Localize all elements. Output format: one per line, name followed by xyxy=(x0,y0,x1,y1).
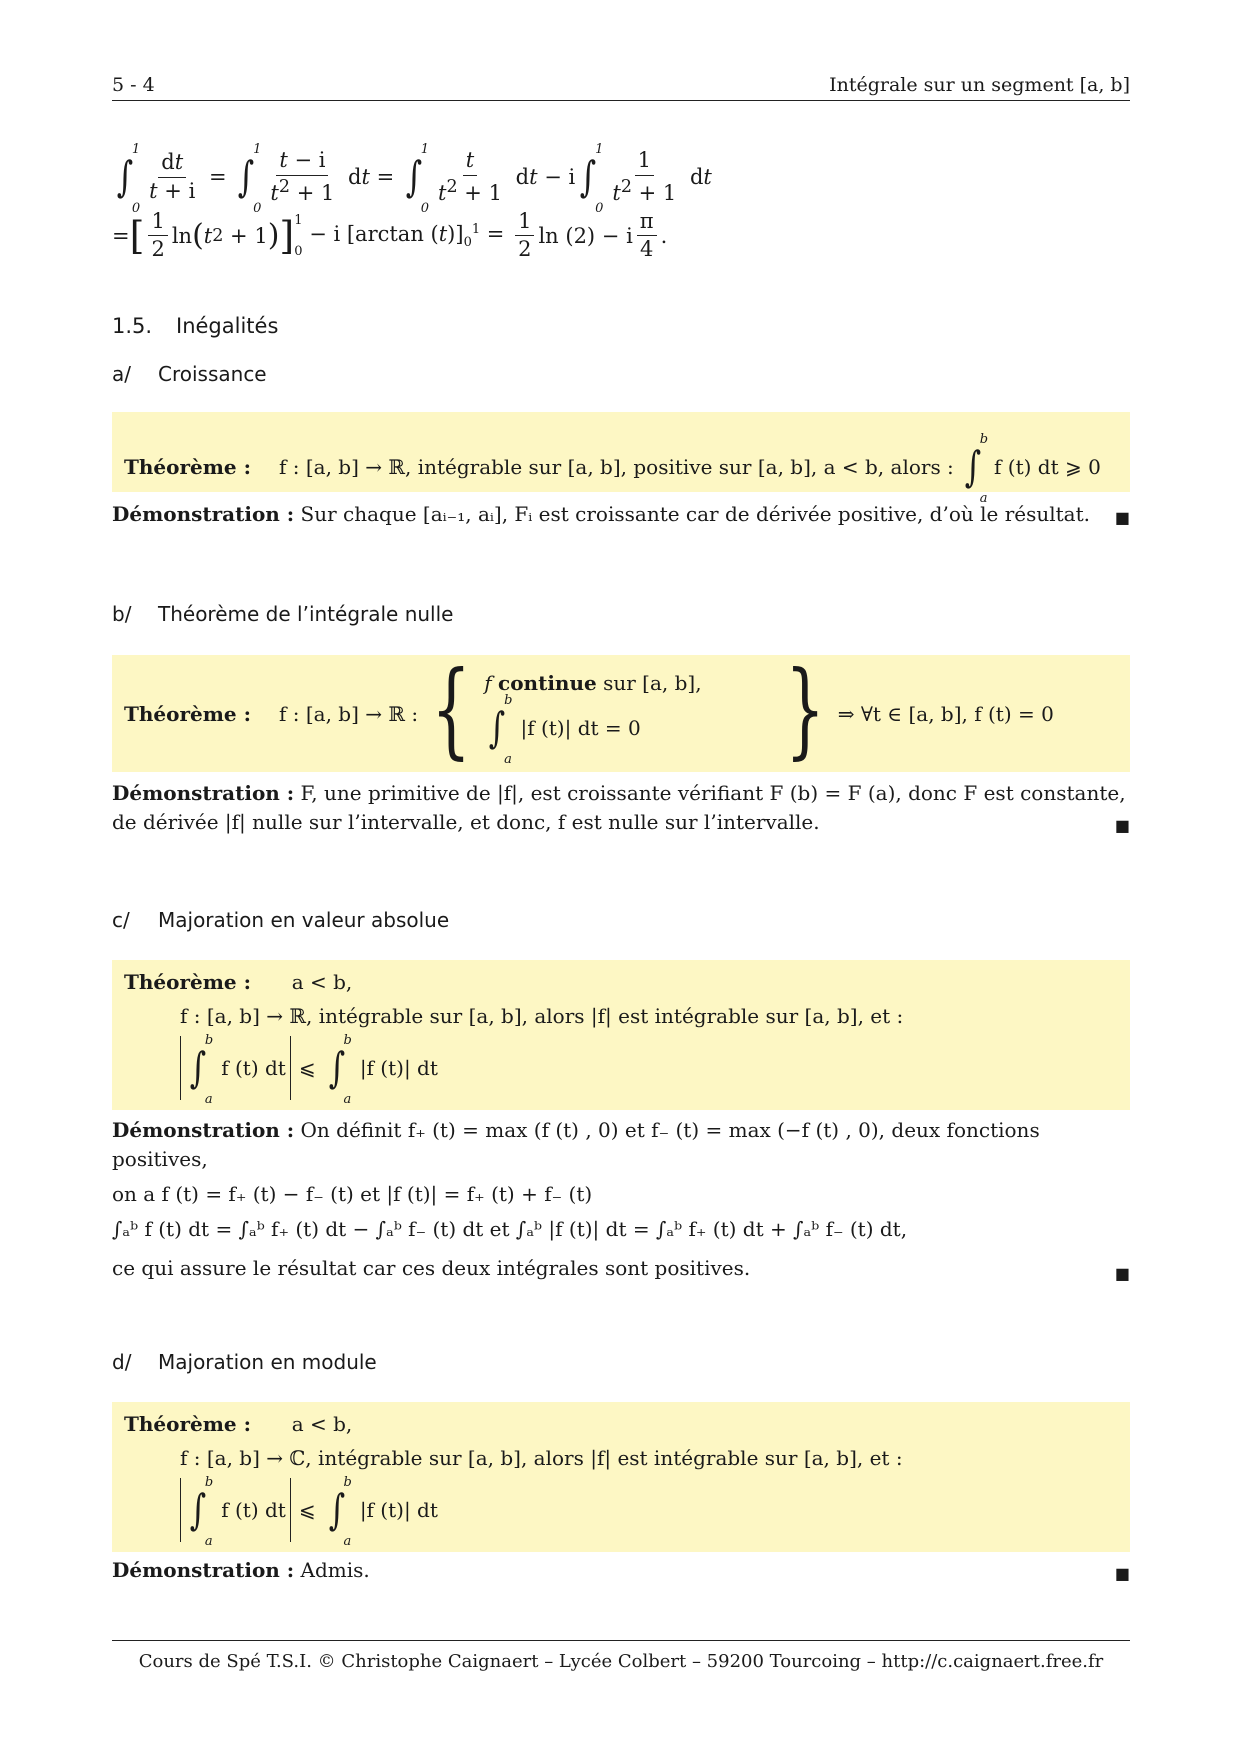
subsection-heading-c xyxy=(112,908,449,932)
theorem-a-statement: f : [a, b] → ℝ, intégrable sur [a, b], positive sur [a, b], a < b, alors : xyxy=(278,455,954,479)
theorem-label: Théorème : xyxy=(124,1412,251,1436)
demonstration-b-text: F, une primitive de |f|, est croissante vérifiant F (b) = F (a), donc F est constante, de dérivée |f| nulle sur l’intervalle, et donc, f est nulle sur l’intervalle. xyxy=(112,781,1126,834)
theorem-c-relation: ⩽ xyxy=(298,1056,316,1080)
subsection-title: Majoration en module xyxy=(158,1350,377,1374)
demonstration-label: Démonstration : xyxy=(112,1118,295,1142)
theorem-d-line1: a < b, xyxy=(291,1412,353,1436)
section-number: 1.5. xyxy=(112,314,153,338)
qed-square: ■ xyxy=(1114,1564,1130,1583)
theorem-box-d: Théorème : a < b, f : [a, b] → ℂ, intégrable sur [a, b], alors |f| est intégrable sur [a, b], et : ∫ b a f (t) dt ⩽ ∫ b a |f (t)| dt xyxy=(112,1402,1130,1552)
subsection-heading-d xyxy=(112,1350,377,1374)
theorem-b-conclusion: ⇒ ∀t ∈ [a, b], f (t) = 0 xyxy=(837,701,1054,726)
subsection-title: Croissance xyxy=(158,362,267,386)
demonstration-label: Démonstration : xyxy=(112,781,295,805)
subsection-number: b/ xyxy=(112,602,132,626)
theorem-c-line1: a < b, xyxy=(291,970,353,994)
subsection-number: a/ xyxy=(112,362,131,386)
demonstration-a xyxy=(112,500,1130,529)
demonstration-c-line3: ∫ₐᵇ f (t) dt = ∫ₐᵇ f₊ (t) dt − ∫ₐᵇ f₋ (t) dt et ∫ₐᵇ |f (t)| dt = ∫ₐᵇ f₊ (t) dt + ∫ₐᵇ f₋ (t) dt, xyxy=(112,1217,908,1241)
theorem-b-continue: continue xyxy=(498,670,597,695)
theorem-b-f: f xyxy=(484,670,492,695)
theorem-label: Théorème : xyxy=(124,970,251,994)
subsection-number: d/ xyxy=(112,1350,132,1374)
theorem-b-cond2: |f (t)| dt = 0 xyxy=(520,715,641,740)
subsection-heading-a xyxy=(112,362,267,386)
demonstration-d-text: Admis. xyxy=(300,1558,370,1582)
theorem-label: Théorème : xyxy=(124,455,251,479)
page-header xyxy=(112,72,1130,101)
section-title: Inégalités xyxy=(176,314,279,338)
demonstration-b xyxy=(112,779,1130,837)
demonstration-c-line4: ce qui assure le résultat car ces deux intégrales sont positives. xyxy=(112,1256,751,1280)
subsection-number: c/ xyxy=(112,908,130,932)
demonstration-label: Démonstration : xyxy=(112,1558,295,1582)
demonstration-a-text: Sur chaque [aᵢ₋₁, aᵢ], Fᵢ est croissante car de dérivée positive, d’où le résultat. xyxy=(300,502,1091,526)
page-footer: Cours de Spé T.S.I. © Christophe Caignaert – Lycée Colbert – 59200 Tourcoing – http://c.caignaert.free.fr xyxy=(112,1640,1130,1672)
section-heading xyxy=(112,314,278,338)
subsection-heading-b xyxy=(112,602,453,626)
theorem-box-b: Théorème : f : [a, b] → ℝ : { f continue sur [a, b], ∫ b a |f (t)| dt = 0 } ⇒ ∀t ∈ [a, b], f (t) = 0 xyxy=(112,655,1130,772)
theorem-d-line2: f : [a, b] → ℂ, intégrable sur [a, b], alors |f| est intégrable sur [a, b], et : xyxy=(180,1446,903,1470)
qed-square: ■ xyxy=(1114,1264,1130,1283)
theorem-d-relation: ⩽ xyxy=(298,1498,316,1522)
demonstration-d xyxy=(112,1556,1130,1585)
theorem-box-a: Théorème : f : [a, b] → ℝ, intégrable sur [a, b], positive sur [a, b], a < b, alors : ∫ b a f (t) dt ⩾ 0 xyxy=(112,412,1130,492)
demonstration-label: Démonstration : xyxy=(112,502,295,526)
subsection-title: Majoration en valeur absolue xyxy=(158,908,450,932)
theorem-c-line2: f : [a, b] → ℝ, intégrable sur [a, b], alors |f| est intégrable sur [a, b], et : xyxy=(180,1004,904,1028)
theorem-d-lhs: f (t) dt xyxy=(221,1498,286,1522)
theorem-box-c: Théorème : a < b, f : [a, b] → ℝ, intégrable sur [a, b], alors |f| est intégrable sur [a, b], et : ∫ b a f (t) dt ⩽ ∫ b a |f (t)| dt xyxy=(112,960,1130,1110)
demonstration-c-line1: On définit f₊ (t) = max (f (t) , 0) et f₋ (t) = max (−f (t) , 0), deux fonctions positives, xyxy=(112,1118,1040,1171)
example-line-1: ∫ 1 0 $\frac{dt}{t + i}$ = ∫ 1 0 $\frac{t - i}{t^2 + 1}$ dt = ∫ 1 0 $\frac{t}{t^2 + 1}$ dt − i ∫ 1 0 $\frac{1}{t^2 + 1}$ dt xyxy=(116,142,712,216)
theorem-label: Théorème : xyxy=(124,701,251,726)
demonstration-c-line2: on a f (t) = f₊ (t) − f₋ (t) et |f (t)| = f₊ (t) + f₋ (t) xyxy=(112,1182,593,1206)
theorem-d-rhs: |f (t)| dt xyxy=(359,1498,438,1522)
demonstration-c xyxy=(112,1116,1130,1283)
chapter-title: Intégrale sur un segment [a, b] xyxy=(829,74,1130,96)
qed-square: ■ xyxy=(1114,816,1130,835)
qed-square: ■ xyxy=(1114,508,1130,527)
example-line-2: = [ $\frac{1}{2}$ ln ( t 2 + 1 ) ] 1 0 − i [arctan $(t)]_0^1$ = $\frac{1}{2}$ ln (2) − i $\frac{\pi}{4}$ . xyxy=(112,209,668,262)
page-number: 5 - 4 xyxy=(112,74,155,96)
subsection-title: Théorème de l’intégrale nulle xyxy=(158,602,454,626)
theorem-b-lead: f : [a, b] → ℝ : xyxy=(278,701,419,726)
theorem-c-lhs: f (t) dt xyxy=(221,1056,286,1080)
theorem-a-conclusion: f (t) dt ⩾ 0 xyxy=(994,455,1101,479)
theorem-c-rhs: |f (t)| dt xyxy=(359,1056,438,1080)
theorem-b-cond1: sur [a, b], xyxy=(603,670,702,695)
